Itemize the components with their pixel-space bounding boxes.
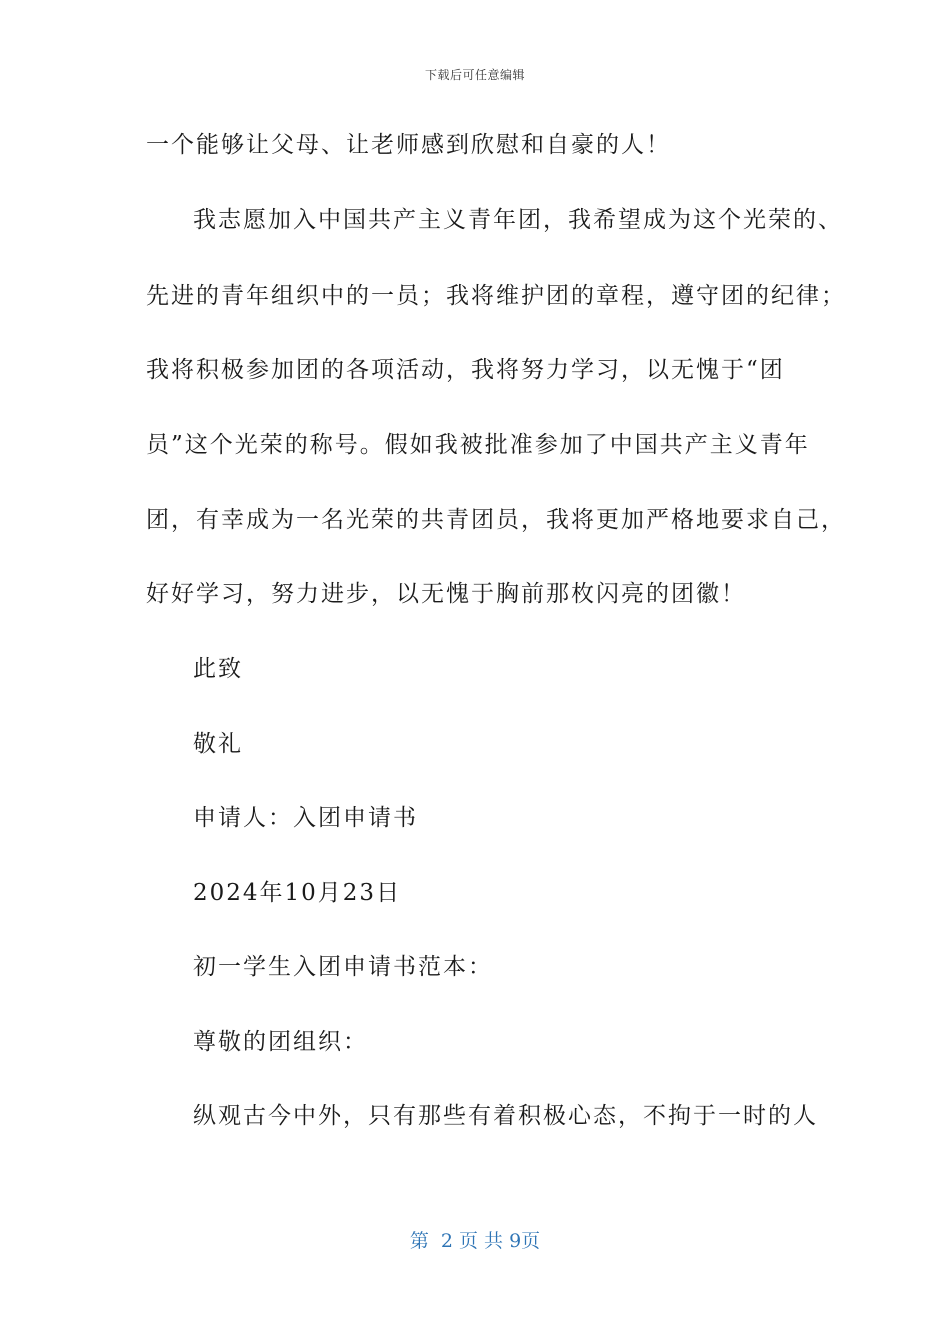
paragraph-line: 好好学习，努力进步，以无愧于胸前那枚闪亮的团徽！ bbox=[146, 581, 746, 607]
section-title: 初一学生入团申请书范本： bbox=[193, 954, 493, 980]
paragraph-line: 我将积极参加团的各项活动，我将努力学习，以无愧于“团 bbox=[146, 357, 785, 383]
applicant-line: 申请人：入团申请书 bbox=[193, 805, 418, 831]
greeting-line: 尊敬的团组织： bbox=[193, 1029, 368, 1055]
paragraph-line: 我志愿加入中国共产主义青年团，我希望成为这个光荣的、 bbox=[193, 207, 843, 233]
date-line: 2024年10月23日 bbox=[193, 880, 402, 906]
paragraph-line: 先进的青年组织中的一员；我将维护团的章程，遵守团的纪律； bbox=[146, 283, 846, 309]
salutation-line: 敬礼 bbox=[193, 731, 243, 757]
page-number: 第 2 页 共 9页 bbox=[409, 1230, 541, 1252]
paragraph-line: 纵观古今中外，只有那些有着积极心态，不拘于一时的人 bbox=[193, 1103, 818, 1129]
page-header: 下载后可任意编辑 bbox=[424, 68, 525, 82]
paragraph-line: 员”这个光荣的称号。假如我被批准参加了中国共产主义青年 bbox=[146, 432, 810, 458]
paragraph-line: 团，有幸成为一名光荣的共青团员，我将更加严格地要求自己， bbox=[146, 507, 846, 533]
paragraph-line: 一个能够让父母、让老师感到欣慰和自豪的人！ bbox=[146, 132, 671, 158]
salutation-line: 此致 bbox=[193, 656, 243, 682]
